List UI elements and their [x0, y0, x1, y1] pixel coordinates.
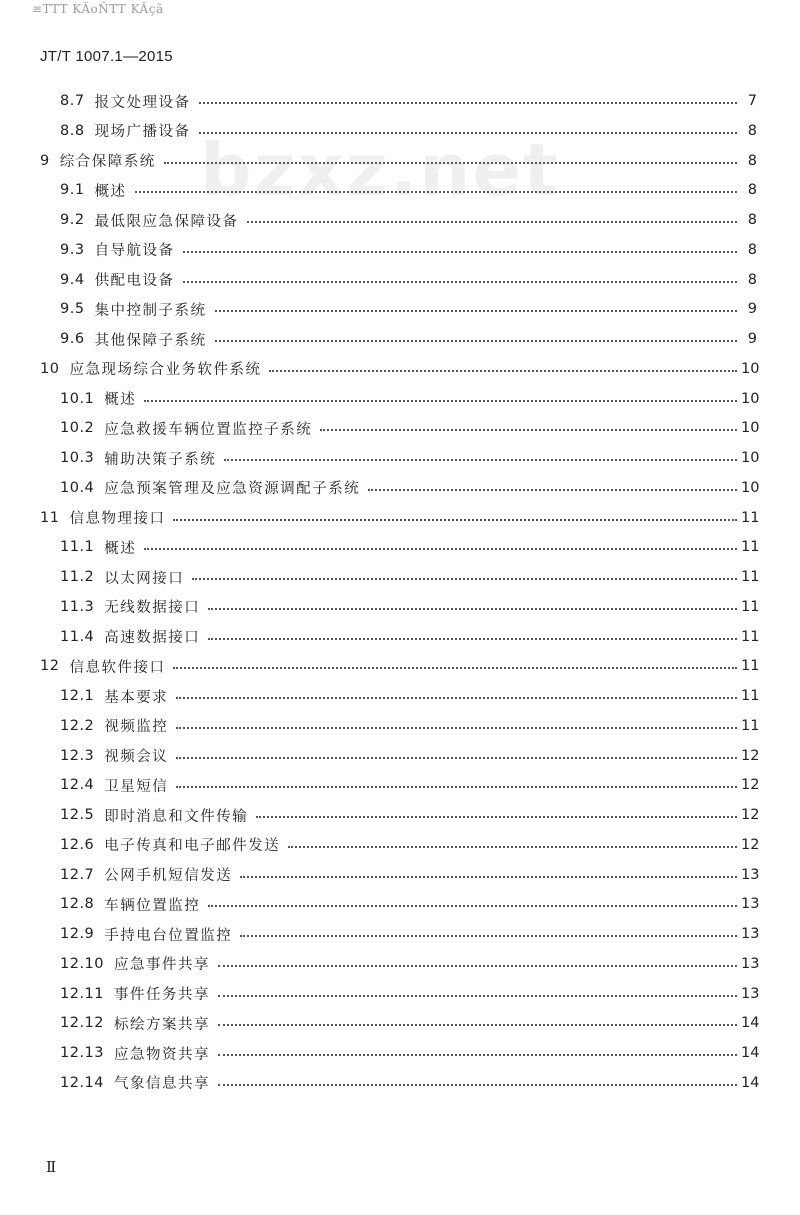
toc-entry-page: 14 [741, 1015, 760, 1032]
toc-leader-dots [218, 965, 737, 967]
toc-entry-title: 公网手机短信发送 [104, 868, 233, 884]
toc-entry-number: 12.5 [60, 807, 95, 823]
toc-entry-title: 其他保障子系统 [94, 332, 207, 349]
toc-leader-dots [176, 727, 737, 729]
toc-entry[interactable] [60, 177, 757, 203]
toc-leader-dots [144, 400, 737, 402]
toc-entry-page: 11 [741, 688, 760, 704]
toc-entry[interactable] [60, 891, 760, 917]
toc-entry-title: 以太网接口 [104, 570, 185, 587]
toc-entry-number: 10.3 [60, 450, 95, 466]
toc-entry-title: 即时消息和文件传输 [104, 808, 249, 825]
toc-entry[interactable] [60, 237, 757, 263]
toc-entry-page: 8 [747, 241, 757, 258]
toc-entry-page: 12 [741, 807, 760, 823]
toc-entry-title: 信息物理接口 [69, 511, 166, 527]
toc-entry-page: 12 [741, 747, 760, 764]
toc-entry-title: 基本要求 [104, 689, 169, 706]
toc-leader-dots [135, 191, 737, 193]
toc-leader-dots [256, 816, 737, 818]
toc-entry-page: 11 [741, 598, 760, 615]
toc-entry-page: 11 [741, 628, 760, 645]
toc-leader-dots [208, 608, 737, 610]
toc-entry-title: 综合保障系统 [59, 154, 156, 170]
toc-entry-page: 9 [747, 331, 757, 347]
toc-entry-page: 13 [741, 866, 760, 883]
toc-entry-title: 无线数据接口 [104, 600, 201, 617]
toc-entry-page: 8 [747, 152, 757, 169]
toc-entry-page: 13 [741, 926, 760, 942]
toc-entry-title: 现场广播设备 [94, 124, 191, 141]
toc-leader-dots [176, 786, 737, 788]
toc-entry-title: 辅助决策子系统 [104, 451, 217, 468]
toc-entry-page: 14 [741, 1074, 760, 1091]
toc-leader-dots [247, 221, 737, 223]
toc-leader-dots [240, 935, 737, 937]
toc-entry[interactable] [60, 772, 760, 798]
toc-entry[interactable] [60, 594, 760, 620]
toc-entry-number: 11.4 [60, 628, 95, 645]
toc-entry-page: 8 [747, 182, 757, 199]
toc-entry[interactable] [60, 862, 760, 888]
toc-leader-dots [320, 429, 737, 431]
toc-entry-title: 最低限应急保障设备 [94, 213, 239, 230]
toc-leader-dots [199, 132, 737, 134]
toc-entry-number: 12.3 [60, 747, 95, 764]
toc-entry[interactable] [60, 564, 760, 590]
toc-leader-dots [288, 846, 737, 848]
toc-entry-page: 13 [741, 985, 760, 1002]
toc-entry[interactable] [60, 386, 760, 412]
toc-entry-number: 9.4 [60, 271, 85, 288]
toc-entry-page: 7 [747, 93, 757, 109]
toc-entry-page: 10 [741, 450, 760, 466]
toc-entry-page: 10 [741, 420, 760, 437]
toc-leader-dots [208, 638, 737, 640]
toc-entry[interactable] [60, 88, 757, 114]
toc-leader-dots [218, 1054, 737, 1056]
toc-entry-number: 8.7 [60, 93, 85, 109]
document-code: JT/T 1007.1—2015 [40, 48, 173, 65]
header-garbled-text: ≡ΤΤΤ KÃoÑΤΤ KÃçã [32, 2, 164, 16]
toc-entry-title: 应急事件共享 [114, 957, 211, 974]
toc-entry[interactable] [60, 683, 760, 709]
toc-entry-title: 应急现场综合业务软件系统 [69, 362, 262, 379]
toc-entry-number: 12.12 [60, 1015, 105, 1032]
toc-entry[interactable] [60, 534, 760, 560]
toc-entry-number: 12.8 [60, 896, 95, 913]
toc-entry-title: 电子传真和电子邮件发送 [104, 838, 281, 855]
toc-entry-number: 8.8 [60, 122, 85, 139]
toc-entry-title: 概述 [94, 183, 127, 200]
watermark: bzxz.net [200, 128, 560, 212]
toc-entry-page: 13 [741, 896, 760, 913]
toc-leader-dots [208, 905, 737, 907]
toc-entry-page: 12 [741, 777, 760, 794]
toc-entry-number: 12.7 [60, 866, 95, 883]
toc-entry-number: 12.6 [60, 836, 95, 853]
toc-entry-number: 9.3 [60, 241, 85, 258]
toc-entry-number: 9 [40, 152, 50, 169]
toc-entry-number: 12.1 [60, 688, 95, 704]
toc-entry-title: 应急物资共享 [114, 1046, 211, 1063]
toc-entry-number: 9.6 [60, 331, 85, 347]
toc-entry[interactable] [60, 207, 757, 233]
toc-entry-title: 高速数据接口 [104, 630, 201, 646]
toc-entry[interactable] [60, 415, 760, 441]
toc-entry[interactable] [60, 296, 757, 322]
toc-leader-dots [173, 667, 737, 669]
toc-entry[interactable] [60, 743, 760, 769]
toc-entry-number: 12.4 [60, 777, 95, 794]
toc-entry-number: 12.10 [60, 955, 105, 972]
toc-entry[interactable] [40, 148, 757, 174]
toc-entry-number: 12 [40, 658, 60, 675]
toc-entry[interactable] [60, 118, 757, 144]
toc-entry-page: 10 [741, 360, 760, 377]
toc-entry[interactable] [60, 951, 760, 977]
toc-entry-title: 视频监控 [104, 719, 169, 736]
toc-entry-page: 8 [747, 271, 757, 288]
toc-entry[interactable] [40, 356, 760, 382]
toc-entry-title: 信息软件接口 [69, 659, 166, 676]
toc-entry-page: 14 [741, 1045, 760, 1061]
toc-entry[interactable] [60, 832, 760, 858]
toc-entry-page: 11 [741, 539, 760, 556]
toc-entry-number: 9.5 [60, 301, 85, 318]
toc-entry-title: 概述 [104, 392, 137, 408]
toc-entry-page: 11 [741, 569, 760, 585]
toc-leader-dots [144, 548, 737, 550]
toc-entry-page: 11 [741, 717, 760, 734]
toc-entry[interactable] [60, 624, 760, 650]
toc-entry-number: 10.2 [60, 420, 95, 437]
toc-entry-page: 11 [741, 509, 760, 526]
toc-entry[interactable] [60, 921, 760, 947]
toc-leader-dots [173, 519, 737, 521]
toc-entry-number: 12.13 [60, 1045, 105, 1061]
toc-entry[interactable] [60, 981, 760, 1007]
toc-entry-title: 卫星短信 [104, 778, 169, 795]
toc-entry-title: 应急救援车辆位置监控子系统 [104, 421, 313, 438]
toc-leader-dots [176, 757, 737, 759]
toc-entry-number: 10 [40, 360, 60, 377]
page-number: Ⅱ [46, 1158, 57, 1176]
toc-entry-number: 10.4 [60, 479, 95, 496]
toc-entry[interactable] [60, 1040, 760, 1066]
toc-leader-dots [192, 578, 737, 580]
toc-entry-number: 12.9 [60, 926, 95, 942]
toc-entry[interactable] [60, 326, 757, 352]
toc-entry-page: 8 [747, 212, 757, 228]
toc-entry-title: 手持电台位置监控 [104, 927, 233, 944]
toc-leader-dots [368, 489, 737, 491]
toc-leader-dots [215, 340, 737, 342]
toc-leader-dots [164, 162, 737, 164]
toc-entry-title: 自导航设备 [94, 243, 175, 260]
toc-entry-title: 事件任务共享 [114, 987, 211, 1003]
toc-entry-title: 概述 [104, 540, 137, 557]
toc-entry[interactable] [60, 1070, 760, 1096]
toc-entry-number: 10.1 [60, 390, 95, 407]
toc-entry-title: 应急预案管理及应急资源调配子系统 [104, 481, 361, 498]
toc-entry-number: 12.2 [60, 717, 95, 734]
toc-entry-page: 8 [747, 122, 757, 139]
toc-entry-page: 11 [741, 658, 760, 675]
toc-entry-title: 气象信息共享 [114, 1076, 211, 1093]
toc-leader-dots [269, 370, 737, 372]
toc-entry[interactable] [40, 653, 760, 679]
toc-leader-dots [218, 995, 737, 997]
toc-entry-title: 视频会议 [104, 749, 169, 765]
toc-entry[interactable] [60, 1010, 760, 1036]
toc-entry-title: 报文处理设备 [94, 94, 191, 111]
toc-entry-number: 12.14 [60, 1074, 105, 1091]
toc-entry-number: 11.2 [60, 569, 95, 585]
toc-entry-number: 11.1 [60, 539, 95, 556]
toc-entry-title: 供配电设备 [94, 273, 175, 289]
toc-entry-page: 10 [741, 390, 760, 407]
toc-entry-number: 12.11 [60, 985, 105, 1002]
toc-entry-page: 12 [741, 836, 760, 853]
toc-entry[interactable] [60, 713, 760, 739]
toc-entry-number: 11.3 [60, 598, 95, 615]
toc-leader-dots [218, 1024, 737, 1026]
toc-entry-number: 9.1 [60, 182, 85, 199]
toc-leader-dots [240, 876, 737, 878]
toc-entry[interactable] [60, 445, 760, 471]
toc-leader-dots [218, 1084, 737, 1086]
toc-leader-dots [224, 459, 737, 461]
toc-entry[interactable] [60, 267, 757, 293]
toc-entry-title: 标绘方案共享 [114, 1016, 211, 1033]
toc-entry[interactable] [40, 505, 760, 531]
toc-leader-dots [183, 251, 737, 253]
toc-leader-dots [199, 102, 737, 104]
toc-entry-title: 车辆位置监控 [104, 897, 201, 914]
toc-entry-page: 9 [747, 301, 757, 318]
toc-leader-dots [215, 310, 737, 312]
toc-entry-page: 10 [741, 479, 760, 496]
toc-leader-dots [176, 697, 737, 699]
toc-entry-number: 9.2 [60, 212, 85, 228]
toc-entry[interactable] [60, 802, 760, 828]
toc-entry-page: 13 [741, 955, 760, 972]
toc-entry-number: 11 [40, 509, 60, 526]
toc-leader-dots [183, 281, 737, 283]
toc-entry[interactable] [60, 475, 760, 501]
toc-entry-title: 集中控制子系统 [94, 302, 207, 319]
